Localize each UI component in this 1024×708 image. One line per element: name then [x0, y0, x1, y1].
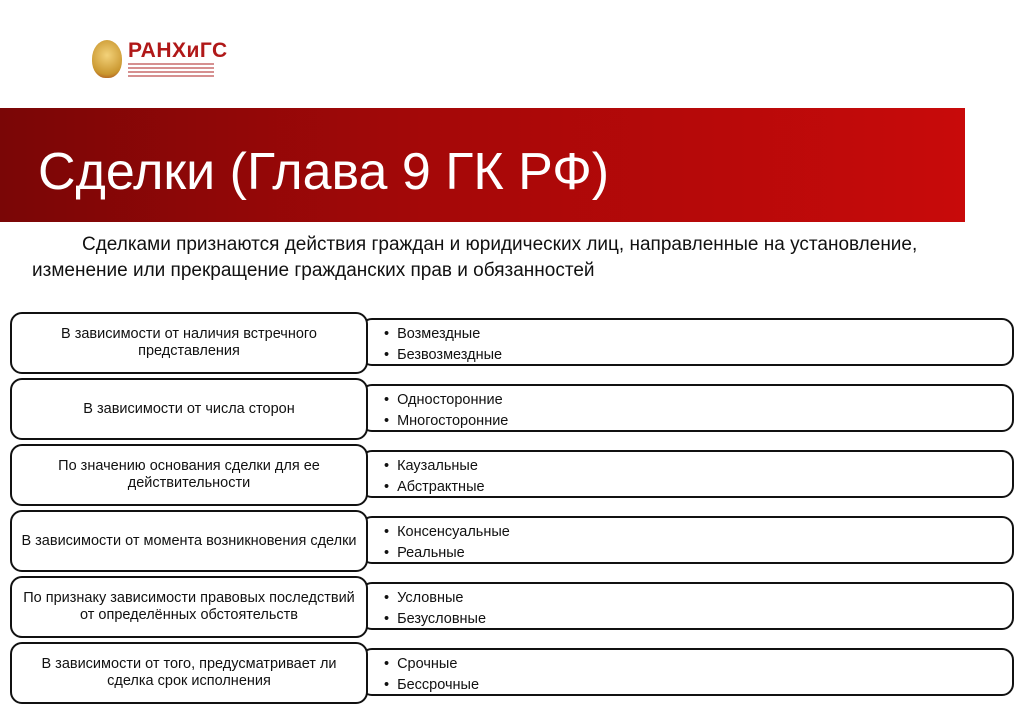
classification-row — [10, 312, 1016, 374]
criterion-box — [10, 510, 368, 572]
criterion-label: По признаку зависимости правовых последствий от определённых обстоятельств — [23, 590, 355, 623]
logo — [92, 40, 228, 78]
classification-row — [10, 378, 1016, 440]
criterion-label: В зависимости от числа сторон — [83, 400, 295, 417]
type-item: • Срочные — [384, 654, 1012, 675]
emblem-icon — [92, 40, 122, 78]
types-box — [360, 450, 1014, 498]
type-item: • Каузальные — [384, 456, 1012, 477]
slide-title: Сделки (Глава 9 ГК РФ) — [38, 143, 610, 201]
criterion-label: В зависимости от того, предусматривает ли сделка срок исполнения — [41, 656, 337, 689]
logo-text: РАНХиГС — [128, 39, 228, 62]
types-box — [360, 318, 1014, 366]
type-item: • Безвозмездные — [384, 345, 1012, 366]
type-item: • Реальные — [384, 543, 1012, 564]
criterion-box — [10, 444, 368, 506]
types-box — [360, 384, 1014, 432]
type-item: • Условные — [384, 588, 1012, 609]
classification-row — [10, 444, 1016, 506]
type-item: • Многосторонние — [384, 411, 1012, 432]
criterion-box — [10, 576, 368, 638]
intro-text: Сделками признаются действия граждан и юридических лиц, направленные на установление, изменение или прекращение гражданских прав и обязанностей — [32, 234, 918, 281]
classification-row — [10, 510, 1016, 572]
criterion-box — [10, 312, 368, 374]
type-item: • Односторонние — [384, 390, 1012, 411]
title-banner — [0, 108, 965, 222]
criterion-box — [10, 642, 368, 704]
classification-row — [10, 642, 1016, 704]
types-box — [360, 648, 1014, 696]
types-box — [360, 516, 1014, 564]
type-item: • Возмездные — [384, 324, 1012, 345]
type-item: • Бессрочные — [384, 675, 1012, 696]
type-item: • Консенсуальные — [384, 522, 1012, 543]
type-item: • Абстрактные — [384, 477, 1012, 498]
criterion-label: В зависимости от момента возникновения сделки — [21, 532, 357, 549]
types-box — [360, 582, 1014, 630]
criterion-box — [10, 378, 368, 440]
type-item: • Безусловные — [384, 609, 1012, 630]
classification-row — [10, 576, 1016, 638]
criterion-label: В зависимости от наличия встречного представления — [61, 326, 317, 359]
logo-subtitle — [128, 63, 214, 77]
criterion-label: По значению основания сделки для ее действительности — [58, 458, 320, 491]
